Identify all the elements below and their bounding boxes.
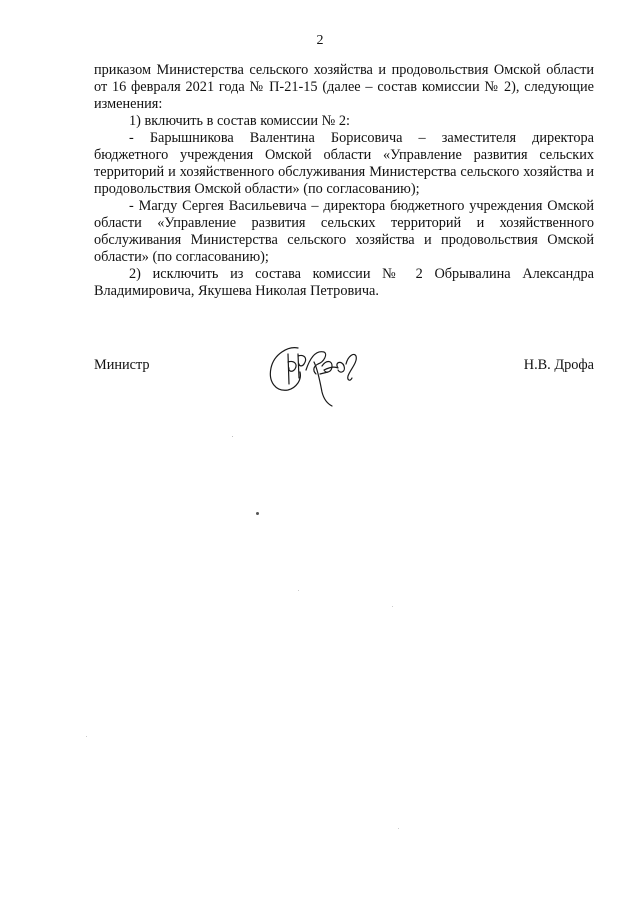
- list-item-exclude: 2) исключить из состава комиссии № 2 Обрывалина Александра Владимировича, Якушева Николая Петровича.: [94, 266, 594, 299]
- scan-speck: [392, 606, 393, 607]
- scan-speck: [298, 590, 299, 591]
- list-item-include: 1) включить в состав комиссии № 2:: [129, 113, 350, 129]
- list-item-member-1: - Барышникова Валентина Борисовича – заместителя директора бюджетного учреждения Омской области «Управление развития сельских территорий и хозяйственного обслуживания Министерства сельского хозяйства и продовольствия Омской области» (по согласованию);: [94, 130, 594, 197]
- signatory-title: Министр: [94, 357, 150, 373]
- scan-speck: [256, 512, 259, 515]
- page-number: 2: [316, 33, 324, 48]
- signatory-name: Н.В. Дрофа: [523, 357, 594, 373]
- document-body: [94, 62, 594, 300]
- scan-speck: [86, 736, 87, 737]
- intro-paragraph: приказом Министерства сельского хозяйства и продовольствия Омской области от 16 февраля 2021 года № П-21-15 (далее – состав комиссии № 2), следующие изменения:: [94, 62, 594, 112]
- handwritten-signature: [262, 340, 362, 410]
- list-item-member-2: - Магду Сергея Васильевича – директора бюджетного учреждения Омской области «Управление развития сельских территорий и хозяйственного обслуживания Министерства сельского хозяйства и продовольствия Омской области» (по согласованию);: [94, 198, 594, 265]
- scan-speck: [398, 828, 399, 829]
- scan-speck: [232, 436, 233, 437]
